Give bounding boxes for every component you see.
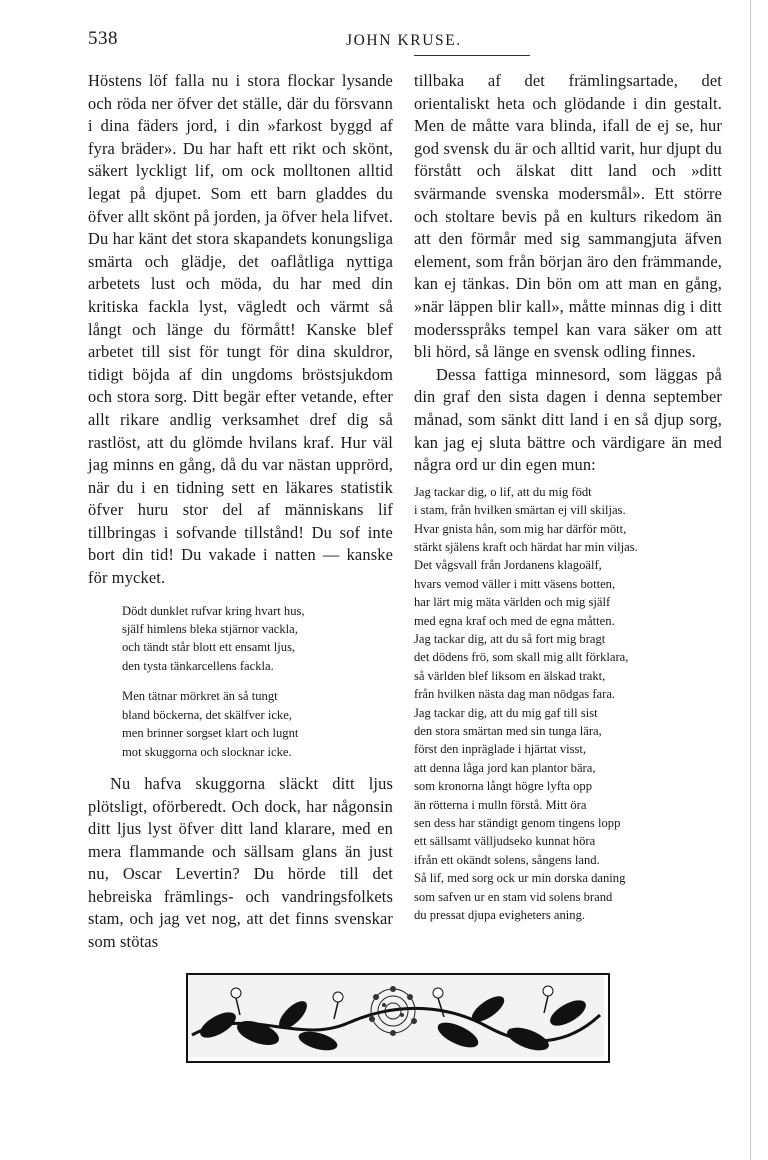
verse-line: bland böckerna, det skälfver icke, (122, 707, 292, 722)
verse-line: själf himlens bleka stjärnor vackla, (122, 622, 298, 637)
poem-line: Jag tackar dig, att du mig gaf till sist (414, 705, 598, 720)
verse-line: och tändt står blott ett ensamt ljus, (122, 640, 296, 655)
poem-line: än rötterna i mulln förstå. Mitt öra (414, 797, 587, 812)
poem-line: med egna kraf och med de egna måtten. (414, 613, 615, 628)
floral-vignette-illustration (188, 975, 604, 1057)
page-number: 538 (88, 28, 118, 49)
poem-line: hvars vemod väller i mitt väsens botten, (414, 576, 616, 591)
verse-line: mot skuggorna och slocknar icke. (122, 744, 292, 759)
poem-line: den stora smärtan med sin tunga lära, (414, 723, 602, 738)
poem-line: stärkt själens kraft och härdat har min viljas. (414, 539, 638, 554)
poem-line: Det vågsvall från Jordanens klagoälf, (414, 558, 602, 573)
poem-line: sen dess har ständigt genom tingens lopp (414, 816, 621, 830)
verse-stanza-1 (122, 602, 393, 676)
verse-line: den tysta tänkarcellens fackla. (122, 658, 274, 673)
poem-line: så världen blef liksom en älskad trakt, (414, 668, 606, 683)
poem-line: som safven ur en stam vid solens brand (414, 889, 613, 904)
poem-line: från hvilken nästa dag man nödgas fara. (414, 687, 616, 702)
poem-line: att denna låga jord kan plantor bära, (414, 760, 596, 775)
quoted-verse (122, 602, 393, 761)
verse-stanza-2 (122, 687, 393, 761)
poem-line: som kronorna långt högre lyfta opp (414, 779, 593, 794)
poem-line: ifrån ett okändt solens, sångens land. (414, 852, 600, 867)
left-column (88, 70, 393, 954)
verse-line: men brinner sorgset klart och lugnt (122, 726, 299, 741)
page-edge-line (750, 0, 751, 1160)
right-column (414, 70, 722, 924)
poem-line: Hvar gnista hån, som mig har därför mött, (414, 521, 627, 536)
poem-line: ett sällsamt välljudseko kunnat höra (414, 834, 596, 849)
left-paragraph-2: Nu hafva skuggorna släckt ditt ljus plötsligt, oförberedt. Och dock, har någonsin ditt ljus lyst öfver ditt land klarare, med en mera flammande och sällsam glans än just nu, Oscar Levertin? Du hörde till det hebreiska främlings- och vandringsfolkets stam, och jag vet nog, att det finns svenskar som stötas (88, 773, 393, 952)
right-paragraph-1: tillbaka af det främlingsartade, det orientaliskt heta och glödande i din gestalt. Men de måtte vara blinda, ifall de ej se, hur god svensk du är och alltid varit, hur djupt du förstått och älskat ditt land och »ditt svärmande svenska modersmål». Ett större och stoltare bevis på en kulturs rikedom än att den förmår med sig sammangjuta äfven element, som från början äro den främmande, kan ej tänkas. Din bön om att man en gång, »när läppen blir kall», måtte minnas dig i ditt modersspråks tempel kan vara säker om att bli hörd, så länge en svensk odling finnes. (414, 71, 722, 362)
poem-line: du pressat djupa evigheters aning. (414, 908, 586, 923)
poem-line: det dödens frö, som skall mig allt förklara, (414, 650, 629, 665)
page-header (0, 22, 768, 52)
left-paragraph-1: Höstens löf falla nu i stora flockar lysande och röda ner öfver det ställe, där du försvann i dina fäders jord, i din »farkost byggd af fyra bräder». Du har haft ett rikt och skönt, säkert lyckligt lif, om ock molltonen alltid legat på djupet. Som ett barn gladdes du öfver allt skönt på jorden, ja öfver hela lifvet. Du har känt det stora skapandets konungsliga smärta och glädje, det oaflåtliga nyttiga arbetets lust och möda, du har med din kritiska fackla lyst, vägledt och värmt så långt och länge du förmått! Kanske blef arbetet till sist för tungt för dina skuldror, tidigt böjda af din ungdoms bröstsjukdom och stora sorg. Ditt begär efter vetande, efter allt rikare andlig verksamhet dref dig så rastlöst, att du glömde hvilans kraf. Hur väl jag minns en gång, då du var nästan upprörd, när du i en tidning sett en läkares statistik öfver huru stor del af människans lif tillbringas i sofvande tillstånd! Du sof inte bort din tid! Du vakade i natten — kanske för mycket. (88, 71, 394, 588)
floral-vignette (186, 973, 610, 1063)
running-head: JOHN KRUSE. (346, 32, 462, 49)
poem-line: Så lif, med sorg ock ur min dorska daning (414, 871, 626, 886)
poem-line: har lärt mig mäta världen och mig själf (414, 595, 611, 610)
poem-line: i stam, från hvilken smärtan ej vill skiljas. (414, 503, 626, 518)
header-rule (414, 55, 530, 56)
verse-line: Dödt dunklet rufvar kring hvart hus, (122, 603, 305, 618)
poem-line: Jag tackar dig, att du så fort mig bragt (414, 631, 606, 646)
verse-line: Men tätnar mörkret än så tungt (122, 689, 278, 704)
closing-poem (414, 483, 722, 925)
poem-line: Jag tackar dig, o lif, att du mig födt (414, 484, 592, 499)
poem-line: först den inpräglade i hjärtat visst, (414, 742, 587, 757)
right-paragraph-2: Dessa fattiga minnesord, som läggas på din graf den sista dagen i denna september månad, som sänkt ditt land i en så djup sorg, kan jag ej sluta bättre och värdigare än med några ord ur din egen mun: (414, 364, 722, 475)
